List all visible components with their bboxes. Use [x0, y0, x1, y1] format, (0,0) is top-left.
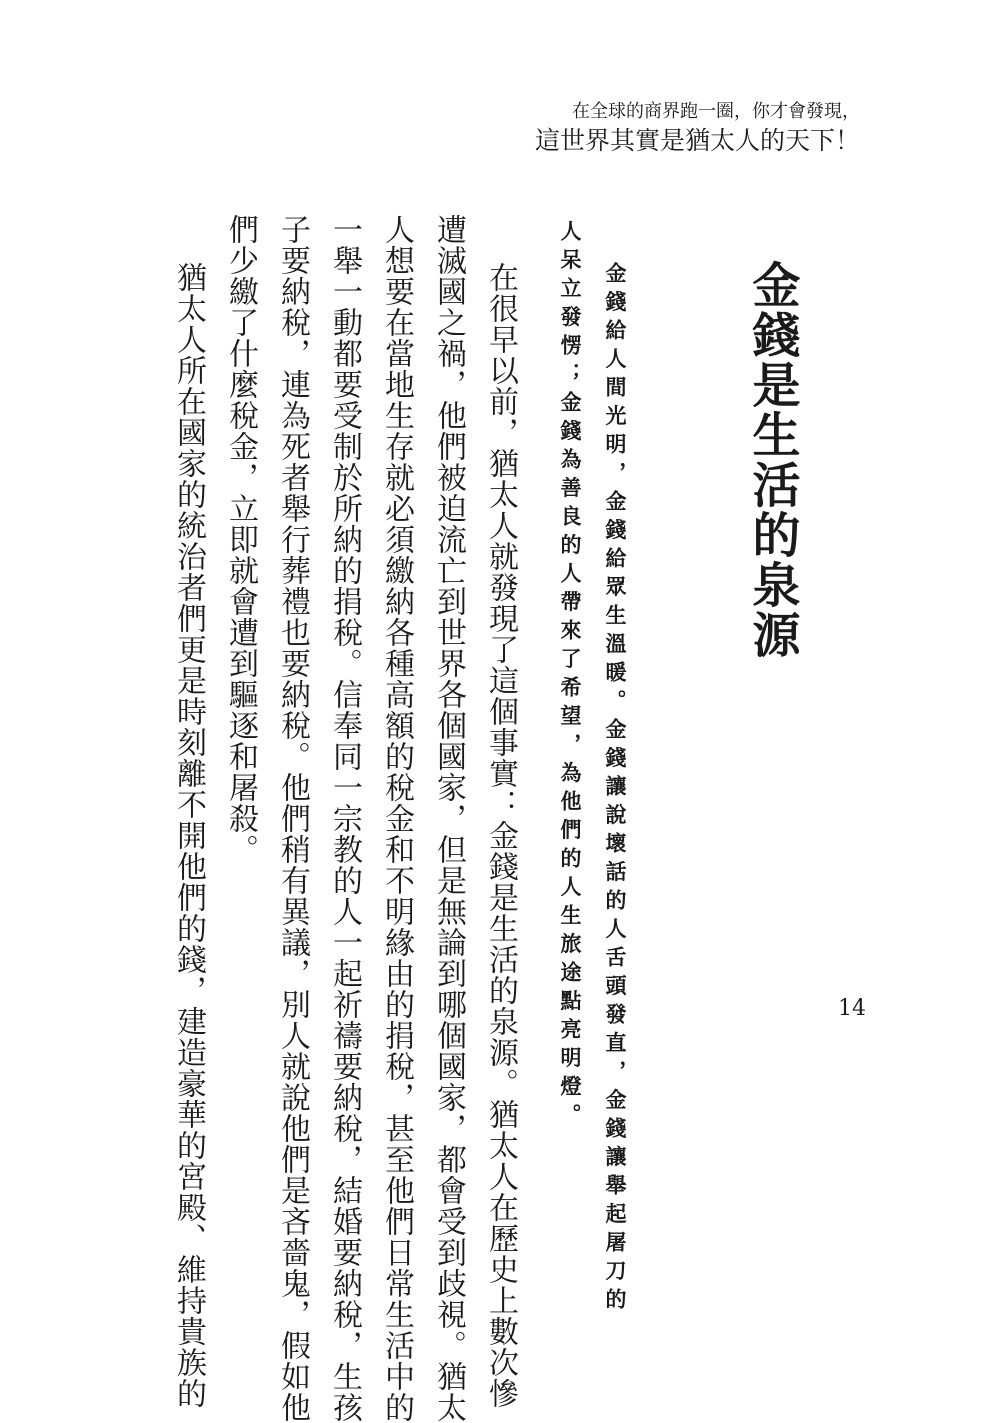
body-column-2: 遭滅國之禍，他們被迫流亡到世界各個國家，但是無論到哪個國家，都會受到歧視。猶太: [431, 214, 466, 1423]
body-column-1: 在很早以前，猶太人就發現了這個事實：金錢是生活的泉源。猶太人在歷史上數次慘: [483, 262, 518, 1409]
running-header-line-1: 在全球的商界跑一圈，你才會發現，: [572, 101, 860, 122]
body-column-3: 人想要在當地生存就必須繳納各種高額的稅金和不明緣由的捐稅，甚至他們日常生活中的: [379, 214, 414, 1423]
running-header: [535, 100, 860, 158]
body-column-6: 們少繳了什麼稅金，立即就會遭到驅逐和屠殺。: [223, 214, 258, 865]
running-header-line-2: 這世界其實是猶太人的天下！: [534, 126, 860, 155]
chapter-title: 金錢是生活的泉源: [744, 260, 800, 660]
page-number: 14: [838, 996, 866, 1021]
body-column-7: 猶太人所在國家的統治者們更是時刻離不開他們的錢，建造豪華的宮殿、維持貴族的: [171, 262, 206, 1409]
body-column-5: 子要納稅，連為死者舉行葬禮也要納稅。他們稍有異議，別人就說他們是吝嗇鬼，假如他: [275, 214, 310, 1423]
body-column-4: 一舉一動都要受制於所納的捐稅。信奉同一宗教的人一起祈禱要納稅，結婚要納稅，生孩: [327, 214, 362, 1423]
epigraph-line-2: 人呆立發愣；金錢為善良的人帶來了希望，為他們的人生旅途點亮明燈。: [558, 220, 582, 1132]
epigraph-line-1: 金錢給人間光明，金錢給眾生溫暖。金錢讓說壞話的人舌頭發直，金錢讓舉起屠刀的: [603, 262, 627, 1317]
